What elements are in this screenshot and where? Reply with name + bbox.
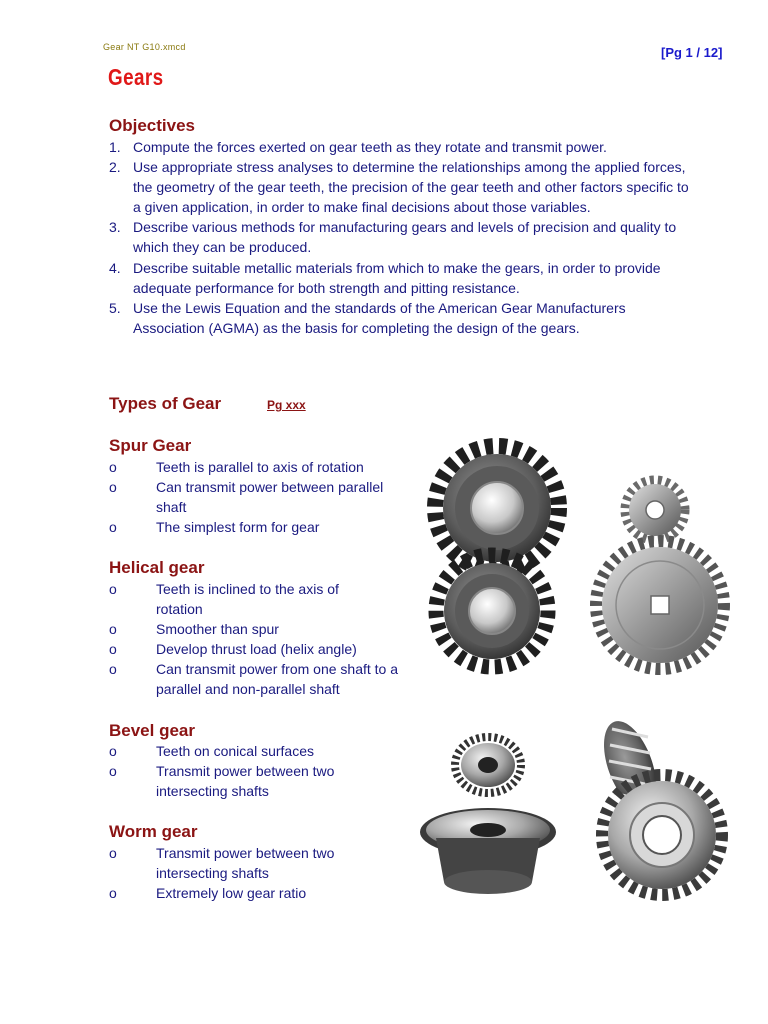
- bullet-marker: o: [109, 885, 117, 901]
- objectives-heading: Objectives: [109, 116, 195, 135]
- page-number: [Pg 1 / 12]: [661, 45, 723, 60]
- list-item-text: Can transmit power from one shaft to a parallel and non-parallel shaft: [156, 661, 398, 697]
- bullet-marker: o: [109, 459, 117, 475]
- bevel-gear-heading: Bevel gear: [109, 721, 195, 740]
- list-item: [109, 761, 409, 801]
- objective-text: Compute the forces exerted on gear teeth as they rotate and transmit power.: [133, 139, 607, 155]
- objective-text: Describe various methods for manufacturing gears and levels of precision and quality to which they can be produced.: [133, 219, 677, 256]
- objectives-list: [109, 137, 709, 338]
- helical-gear-list: [109, 579, 409, 699]
- list-item: [109, 517, 409, 537]
- objective-item: [109, 217, 709, 257]
- worm-gear-heading: Worm gear: [109, 822, 198, 841]
- spur-gear-list: [109, 457, 409, 537]
- objective-number: 3.: [109, 219, 121, 236]
- list-item-text: The simplest form for gear: [156, 519, 320, 535]
- objective-text: Use the Lewis Equation and the standards of the American Gear Manufacturers Association (AGMA) as the basis for completing the design of the gears.: [133, 299, 626, 336]
- list-item: [109, 843, 409, 883]
- bullet-marker: o: [109, 661, 117, 677]
- helical-gear-heading: Helical gear: [109, 558, 205, 577]
- bullet-marker: o: [109, 519, 117, 535]
- bevel-gear-image: [420, 737, 556, 894]
- bullet-marker: o: [109, 743, 117, 759]
- bullet-marker: o: [109, 581, 117, 597]
- objective-item: [109, 298, 709, 338]
- objective-number: 5.: [109, 299, 121, 316]
- list-item: [109, 883, 409, 903]
- bullet-marker: o: [109, 763, 117, 779]
- objective-item: [109, 157, 709, 217]
- list-item-text: Extremely low gear ratio: [156, 885, 307, 901]
- worm-gear-image: [594, 714, 722, 895]
- objective-text: Use appropriate stress analyses to determine the relationships among the applied forces, the geometry of the gear teeth, the precision of the gear teeth and other factors specific to a given application, in order to make final decisions about those variables.: [133, 159, 689, 216]
- bullet-marker: o: [109, 621, 117, 637]
- helical-gear-image: [596, 480, 724, 669]
- page-title: Gears: [108, 64, 164, 90]
- list-item-text: Teeth on conical surfaces: [156, 743, 314, 759]
- list-item-text: Can transmit power between parallel shaft: [156, 479, 384, 515]
- objective-number: 4.: [109, 259, 121, 276]
- list-item-text: Smoother than spur: [156, 621, 279, 637]
- bullet-marker: o: [109, 641, 117, 657]
- file-name: Gear NT G10.xmcd: [103, 42, 186, 52]
- objective-number: 1.: [109, 139, 121, 155]
- spur-gear-heading: Spur Gear: [109, 436, 192, 455]
- types-of-gear-heading: Types of Gear: [109, 394, 222, 413]
- bevel-gear-list: [109, 741, 409, 801]
- page-reference-link[interactable]: Pg xxx: [267, 398, 306, 412]
- list-item: [109, 477, 409, 517]
- objective-item: [109, 258, 709, 298]
- list-item: [109, 619, 409, 639]
- worm-gear-list: [109, 843, 409, 903]
- objective-text: Describe suitable metallic materials from which to make the gears, in order to provide adequate performance for both strength and pitting resistance.: [133, 259, 661, 296]
- list-item-text: Transmit power between two intersecting shafts: [156, 845, 335, 881]
- bullet-marker: o: [109, 845, 117, 861]
- list-item-text: Develop thrust load (helix angle): [156, 641, 357, 657]
- list-item-text: Transmit power between two intersecting shafts: [156, 763, 335, 799]
- list-item: [109, 457, 409, 477]
- list-item-text: Teeth is parallel to axis of rotation: [156, 459, 364, 475]
- objective-number: 2.: [109, 159, 121, 176]
- spur-gear-image: [435, 446, 559, 667]
- bullet-marker: o: [109, 479, 117, 495]
- list-item: [109, 659, 409, 699]
- objective-item: [109, 137, 709, 157]
- list-item-text: Teeth is inclined to the axis of rotation: [156, 581, 339, 617]
- list-item: [109, 741, 409, 761]
- list-item: [109, 639, 409, 659]
- list-item: [109, 579, 409, 619]
